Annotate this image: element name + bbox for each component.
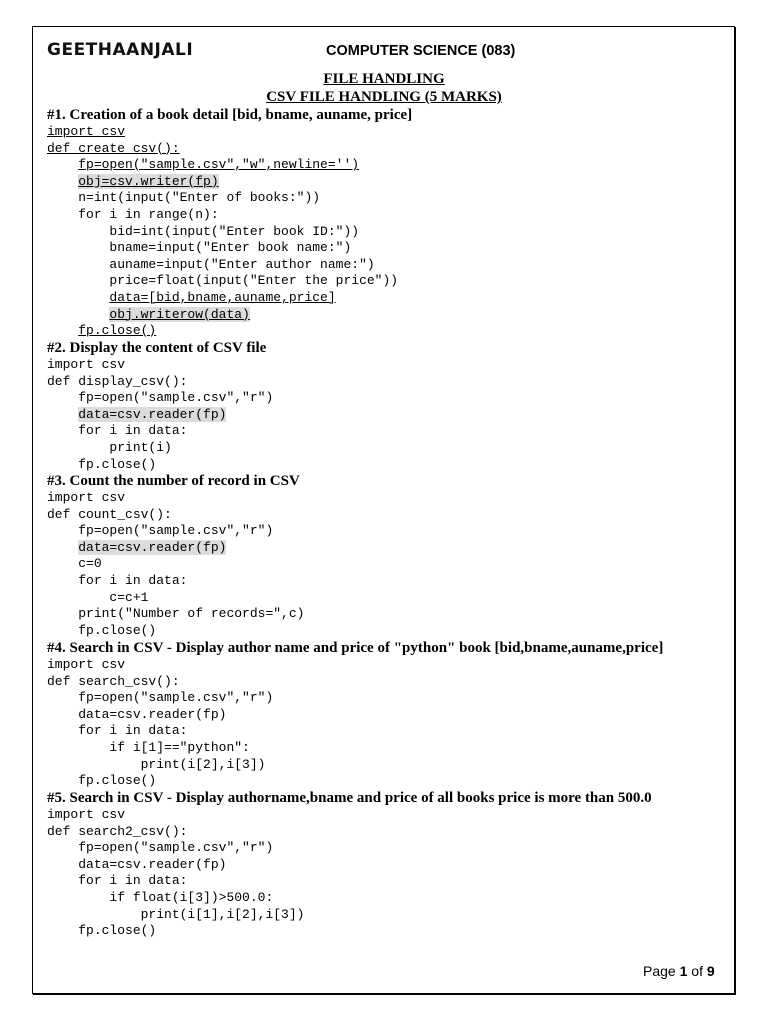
code-line [47,407,273,424]
total-pages: 9 [706,963,715,979]
code-text: obj.writerow(data) [109,306,250,322]
code-line [47,840,304,857]
code-text: def search2_csv(): [47,823,188,839]
code-text: data=[bid,bname,auname,price] [109,289,336,305]
code-text: fp=open("sample.csv","w",newline='') [78,157,360,173]
code-text: bid=int(input("Enter book ID:")) [109,223,360,239]
code-text: data=csv.reader(fp) [78,539,227,555]
code-line [47,723,273,740]
page-label: Page [643,963,676,979]
code-line [47,606,304,623]
code-text: if i[1]=="python": [109,739,250,755]
code-line [47,141,398,158]
code-text: def display_csv(): [47,373,188,389]
code-line [47,757,273,774]
code-text: print(i[1],i[2],i[3]) [140,906,305,922]
section-heading-3: #3. Count the number of record in CSV [47,473,300,489]
code-line [47,690,273,707]
code-text: for i in data: [78,423,188,439]
code-line [47,556,304,573]
code-line [47,190,398,207]
code-text: bname=input("Enter book name:") [109,240,352,256]
code-line [47,540,304,557]
section-heading-4: #4. Search in CSV - Display author name and price of "python" book [bid,bname,auname,price] [47,640,664,656]
document-title: FILE HANDLING [323,71,445,87]
code-line [47,323,398,340]
code-line [47,873,304,890]
code-line [47,523,304,540]
code-line [47,674,273,691]
code-text: fp=open("sample.csv","r") [78,690,274,706]
code-line [47,224,398,241]
code-text: n=int(input("Enter of books:")) [78,190,321,206]
code-line [47,440,273,457]
code-line [47,907,304,924]
section-heading-2: #2. Display the content of CSV file [47,340,267,356]
code-text: c=c+1 [109,589,149,605]
code-text: obj=csv.writer(fp) [78,173,219,189]
page-number [643,963,715,979]
code-line [47,857,304,874]
code-text: fp.close() [78,923,157,939]
code-line [47,773,273,790]
code-text: fp.close() [78,773,157,789]
code-line [47,490,304,507]
code-text: import csv [47,124,126,139]
code-text: import csv [47,807,126,822]
code-text: print(i) [109,439,172,455]
code-text: import csv [47,490,126,505]
code-block-4 [47,657,273,790]
code-line [47,157,398,174]
code-line [47,573,304,590]
code-line [47,590,304,607]
code-line [47,207,398,224]
code-line [47,357,273,374]
section-heading-5: #5. Search in CSV - Display authorname,bname and price of all books price is more than 500.0 [47,790,652,806]
code-block-2 [47,357,273,473]
document-subtitle: CSV FILE HANDLING (5 MARKS) [266,89,502,105]
code-line [47,307,398,324]
code-line [47,623,304,640]
code-line [47,457,273,474]
code-text: data=csv.reader(fp) [78,856,227,872]
code-text: print(i[2],i[3]) [140,756,266,772]
code-block-5 [47,807,304,940]
code-text: fp=open("sample.csv","r") [78,523,274,539]
code-text: def count_csv(): [47,506,172,522]
code-text: price=float(input("Enter the price")) [109,273,399,289]
code-text: fp=open("sample.csv","r") [78,390,274,406]
code-line [47,824,304,841]
code-text: def create_csv(): [47,140,180,156]
code-line [47,257,398,274]
code-block-1 [47,124,398,340]
code-text: for i in range(n): [78,206,219,222]
code-block-3 [47,490,304,639]
code-text: data=csv.reader(fp) [78,406,227,422]
current-page: 1 [679,963,688,979]
code-line [47,707,273,724]
subject-title: COMPUTER SCIENCE (083) [326,43,516,59]
code-text: for i in data: [78,572,188,588]
code-line [47,290,398,307]
section-heading-1: #1. Creation of a book detail [bid, bname, auname, price] [47,107,413,123]
code-text: for i in data: [78,873,188,889]
code-text: print("Number of records=",c) [78,606,305,622]
code-line [47,124,398,141]
code-line [47,174,398,191]
logo: GEETHAANJALI [47,40,194,60]
of-label: of [691,963,703,979]
code-text: c=0 [78,556,102,572]
code-text: auname=input("Enter author name:") [109,256,375,272]
code-text: for i in data: [78,723,188,739]
code-line [47,240,398,257]
code-text: import csv [47,357,126,372]
code-text: fp=open("sample.csv","r") [78,840,274,856]
code-text: fp.close() [78,456,157,472]
code-text: data=csv.reader(fp) [78,706,227,722]
code-line [47,273,398,290]
code-line [47,807,304,824]
code-line [47,740,273,757]
code-line [47,390,273,407]
code-text: fp.close() [78,622,157,638]
code-text: def search_csv(): [47,673,180,689]
code-line [47,507,304,524]
code-line [47,923,304,940]
code-text: fp.close() [78,323,157,339]
code-line [47,890,304,907]
code-text: if float(i[3])>500.0: [109,889,274,905]
code-line [47,657,273,674]
code-line [47,374,273,391]
code-text: import csv [47,657,126,672]
code-line [47,423,273,440]
